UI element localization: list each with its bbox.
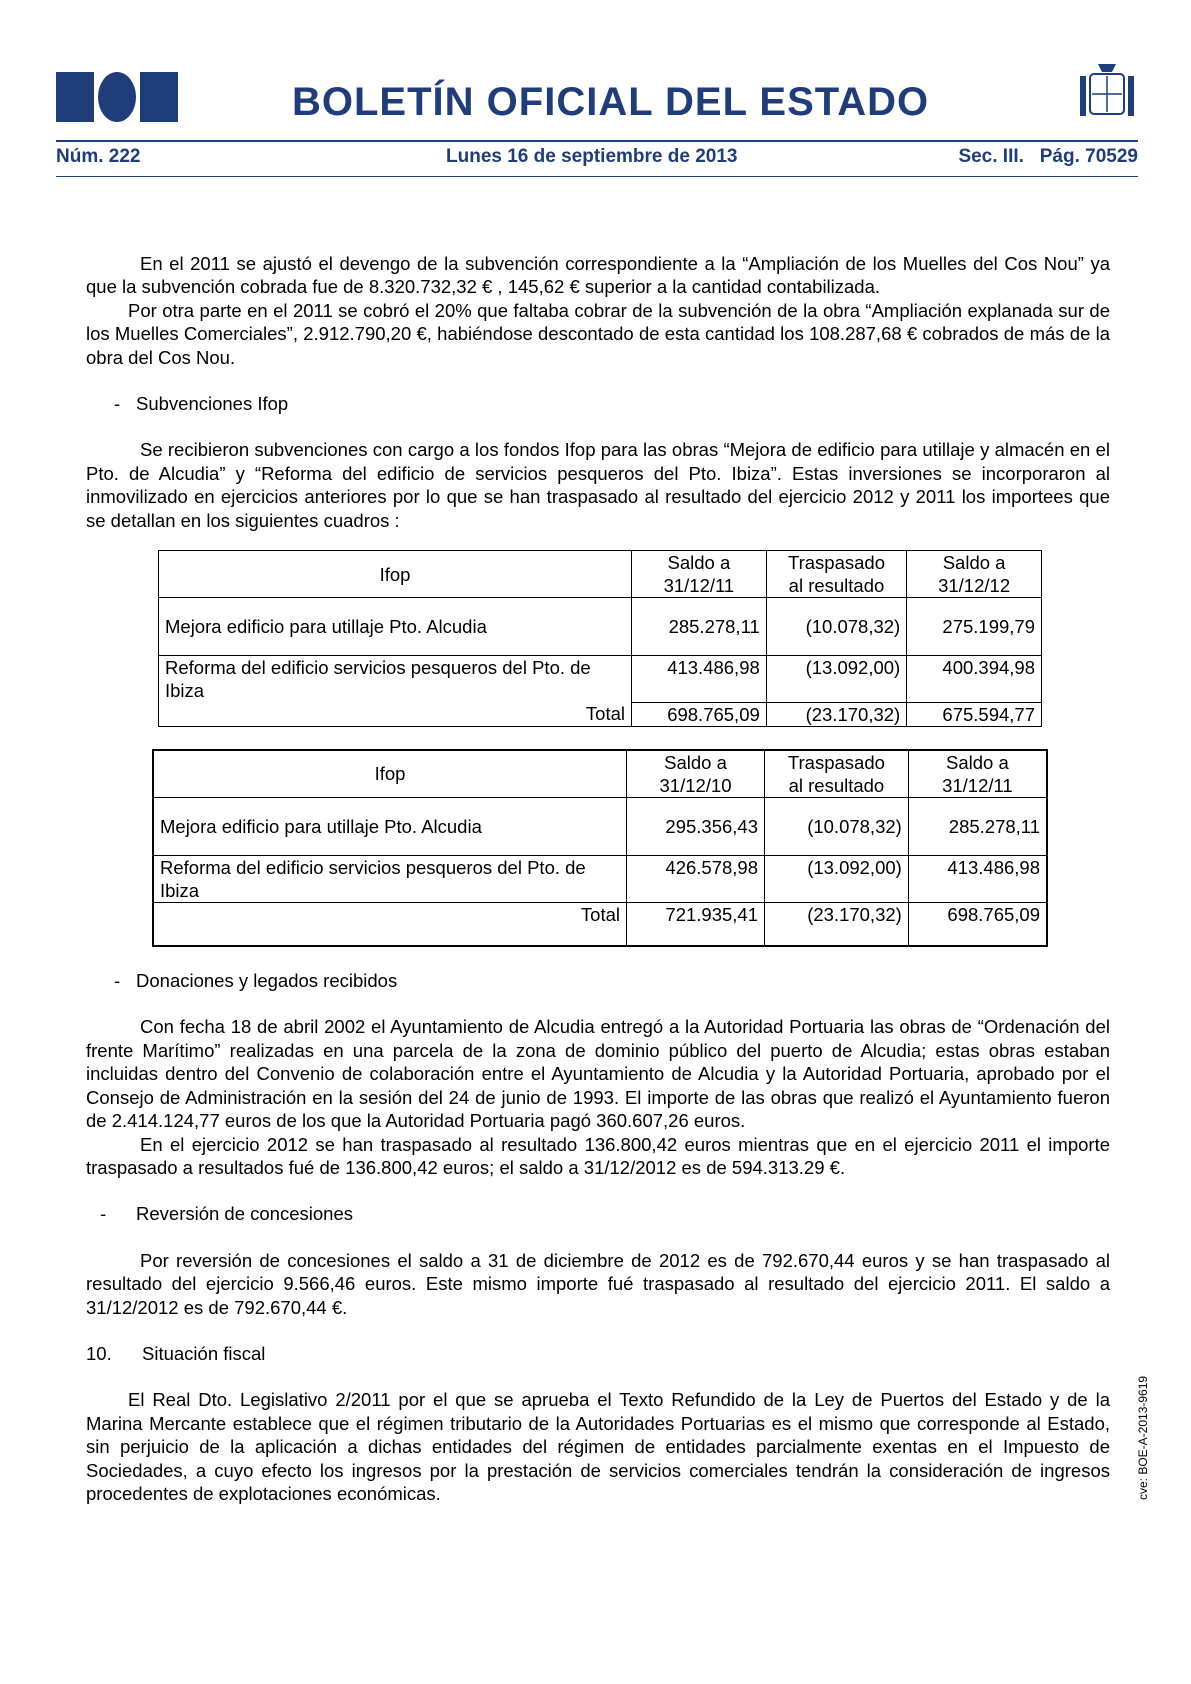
table-cell: (10.078,32) [765, 797, 909, 855]
table-cell: (23.170,32) [766, 702, 906, 726]
header-rule [56, 140, 1138, 142]
table-cell: Reforma del edificio servicios pesqueros del Pto. de Ibiza [153, 855, 627, 902]
table-cell: Mejora edificio para utillaje Pto. Alcudia [153, 797, 627, 855]
table-cell: 295.356,43 [627, 797, 765, 855]
table-header-cell: Traspasado al resultado [766, 551, 906, 598]
table-header-row [153, 750, 1047, 798]
table-header-cell: Saldo a 31/12/11 [908, 750, 1047, 798]
table-total-row [159, 702, 1042, 726]
ifop-table-2012 [158, 550, 1042, 727]
document-body [86, 252, 1110, 1505]
table-cell: 698.765,09 [908, 902, 1047, 946]
cve-identifier: cve: BOE-A-2013-9619 [1136, 1375, 1150, 1500]
table-cell: 285.278,11 [632, 598, 767, 656]
table-header-cell: Saldo a 31/12/12 [907, 551, 1042, 598]
issue-number: Núm. 222 [56, 146, 141, 167]
table-cell: 721.935,41 [627, 902, 765, 946]
boe-logo [56, 72, 178, 122]
page-header [56, 60, 1138, 210]
spain-coat-of-arms-icon [1076, 60, 1138, 126]
bulletin-title: BOLETÍN OFICIAL DEL ESTADO [292, 80, 930, 124]
table-header-row [159, 551, 1042, 598]
ifop-table-2011 [152, 749, 1048, 948]
table-cell: 698.765,09 [632, 702, 767, 726]
table-header-cell: Ifop [153, 750, 627, 798]
paragraph: En el ejercicio 2012 se han traspasado al resultado 136.800,42 euros mientras que en el ejercicio 2011 el importe traspasado a resultados fué de 136.800,42 euros; el saldo a 31/12/2012 es de 594.313.29 €. [86, 1133, 1110, 1178]
issue-date: Lunes 16 de septiembre de 2013 [446, 146, 738, 167]
paragraph: Con fecha 18 de abril 2002 el Ayuntamiento de Alcudia entregó a la Autoridad Portuaria las obras de “Ordenación del frente Marítimo” realizadas en una parcela de la zona de dominio público del puerto de Alcudia; estas obras estaban incluidas dentro del Convenio de colaboración entre el Ayuntamiento de Alcudia y la Autoridad Portuaria, aprobado por el Consejo de Administración en la sesión del 24 de junio de 1993. El importe de las obras que realizó el Ayuntamiento fueron de 2.414.124,77 euros de los que la Autoridad Portuaria pagó 360.607,26 euros. [86, 1016, 1110, 1132]
table-cell: 275.199,79 [907, 598, 1042, 656]
subheading-reversion: - Reversión de concesiones [100, 1203, 353, 1225]
table-header-cell: Saldo a 31/12/10 [627, 750, 765, 798]
table-cell: (10.078,32) [766, 598, 906, 656]
table-cell: 413.486,98 [908, 855, 1047, 902]
table-cell: 675.594,77 [907, 702, 1042, 726]
table-cell: Mejora edificio para utillaje Pto. Alcudia [159, 598, 632, 656]
table-header-cell: Ifop [159, 551, 632, 598]
section-heading: 10. Situación fiscal [86, 1342, 266, 1364]
table-cell: 285.278,11 [908, 797, 1047, 855]
table-row [153, 797, 1047, 855]
header-rule-lower [56, 176, 1138, 177]
table-cell: Total [159, 702, 632, 726]
subheading-ifop: - Subvenciones Ifop [114, 393, 289, 415]
table-cell: (13.092,00) [765, 855, 909, 902]
table-cell: Reforma del edificio servicios pesqueros del Pto. de Ibiza [159, 656, 632, 703]
paragraph: En el 2011 se ajustó el devengo de la subvención correspondiente a la “Ampliación de los Muelles del Cos Nou” ya que la subvención cobrada fue de 8.320.732,32 € , 145,62 € superior a la cantidad contabilizada. [86, 253, 1110, 298]
table-cell: 400.394,98 [907, 656, 1042, 703]
table-header-cell: Traspasado al resultado [765, 750, 909, 798]
table-cell: 426.578,98 [627, 855, 765, 902]
table-cell: Total [153, 902, 627, 946]
table-cell: 413.486,98 [632, 656, 767, 703]
table-cell: (23.170,32) [765, 902, 909, 946]
table-row [159, 656, 1042, 703]
table-header-cell: Saldo a 31/12/11 [632, 551, 767, 598]
table-row [159, 598, 1042, 656]
section-page: Sec. III. Pág. 70529 [958, 146, 1138, 167]
table-cell: (13.092,00) [766, 656, 906, 703]
table-total-row [153, 902, 1047, 946]
paragraph: El Real Dto. Legislativo 2/2011 por el que se aprueba el Texto Refundido de la Ley de Puertos del Estado y de la Marina Mercante establece que el régimen tributario de la Autoridades Portuarias es el mismo que corresponde al Estado, sin perjuicio de la aplicación a dichas entidades del régimen de entidades parcialmente exentas en el Impuesto de Sociedades, a cuyo efecto los ingresos por la prestación de servicios comerciales tendrán la consideración de ingresos procedentes de explotaciones económicas. [86, 1389, 1110, 1504]
table-row [153, 855, 1047, 902]
subheading-donaciones: - Donaciones y legados recibidos [114, 970, 398, 992]
paragraph: Por otra parte en el 2011 se cobró el 20% que faltaba cobrar de la subvención de la obra “Ampliación explanada sur de los Muelles Comerciales”, 2.912.790,20 €, habiéndose descontado de esta cantidad los 108.287,68 € cobrados de más de la obra del Cos Nou. [86, 299, 1110, 368]
paragraph: Por reversión de concesiones el saldo a 31 de diciembre de 2012 es de 792.670,44 euros y se han traspasado al resultado del ejercicio 9.566,46 euros. Este mismo importe fué traspasado al resultado del ejercicio 2011. El saldo a 31/12/2012 es de 792.670,44 €. [86, 1249, 1110, 1318]
paragraph: Se recibieron subvenciones con cargo a los fondos Ifop para las obras “Mejora de edificio para utillaje y almacén en el Pto. de Alcudia” y “Reforma del edificio de servicios pesqueros del Pto. Ibiza”. Estas inversiones se incorporaron al inmovilizado en ejercicios anteriores por lo que se han traspasado al resultado del ejercicio 2012 y 2011 los importees que se detallan en los siguientes cuadros : [86, 439, 1110, 531]
